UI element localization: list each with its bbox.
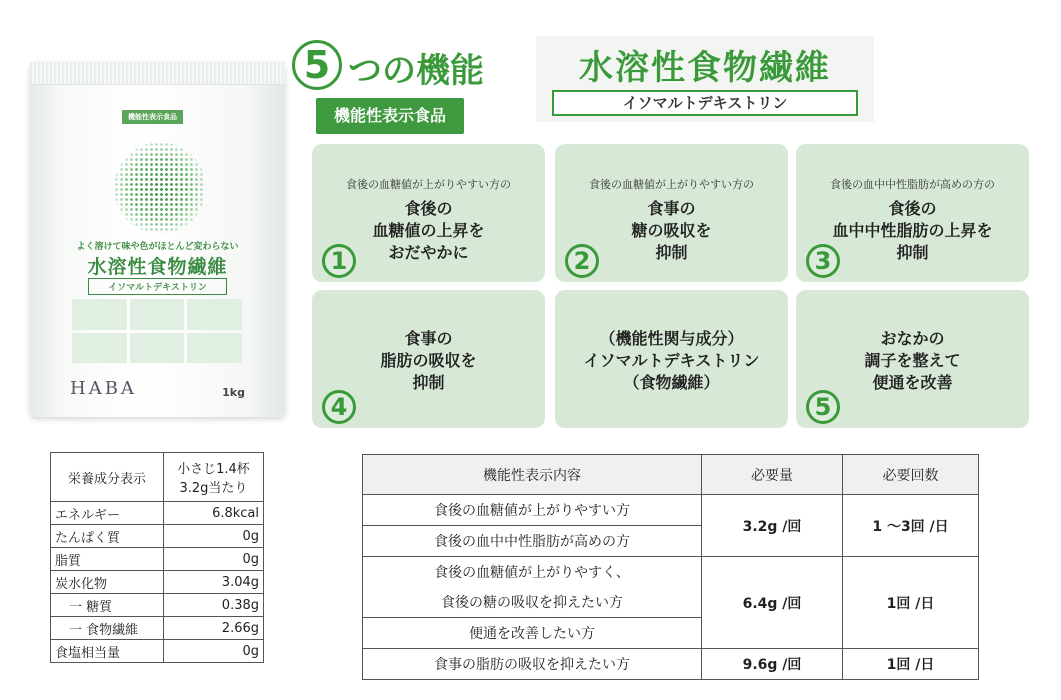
package-seal [30, 62, 285, 85]
product-title: 水溶性食物繊維 [579, 48, 831, 88]
card-target-text: 食後の血糖値が上がりやすい方の [589, 178, 754, 191]
feature-card-2 [555, 144, 788, 282]
feature-card-4 [312, 290, 545, 428]
product-ingredient-name: イソマルトデキストリン [552, 90, 858, 116]
package-title: 水溶性食物繊維 [87, 256, 228, 278]
package-subtitle: よく溶けて味や色がほとんど変わらない [76, 242, 239, 252]
table-row: 食後の糖の吸収を抑えたい方 [363, 587, 979, 618]
feature-card-5 [796, 290, 1029, 428]
table-row: エネルギー 6.8kcal [51, 502, 264, 525]
table-row: 食後の血糖値が上がりやすい方 3.2g /回 1 ～3回 /日 [363, 495, 979, 526]
package-weight: 1kg [222, 386, 245, 399]
package-dot-graphic [114, 142, 206, 234]
table-row: 食塩相当量 0g [51, 640, 264, 663]
card-number: 2 [565, 244, 599, 278]
card-number: 3 [806, 244, 840, 278]
table-row: 便通を改善したい方 [363, 618, 979, 649]
package-brand: HABA [70, 378, 137, 399]
card-target-text: 食後の血中中性脂肪が高めの方の [830, 178, 995, 191]
card-main-text: （機能性関与成分） イソマルトデキストリン （食物繊維） [583, 329, 760, 392]
card-main-text: おなかの 調子を整えて 便通を改善 [864, 329, 961, 392]
nutrition-table [50, 452, 264, 663]
package-feature-grid [72, 299, 242, 363]
nutrition-serving: 小さじ1.4杯 3.2g当たり [163, 453, 263, 502]
table-row: 炭水化物 3.04g [51, 571, 264, 594]
feature-card-3 [796, 144, 1029, 282]
card-number: 1 [322, 244, 356, 278]
table-row: 脂質 0g [51, 548, 264, 571]
five-circle-number: 5 [292, 40, 342, 90]
card-main-text: 食事の 脂肪の吸収を 抑制 [380, 329, 477, 392]
product-title-box [536, 36, 874, 122]
table-row: 一 糖質 0.38g [51, 594, 264, 617]
functional-food-badge: 機能性表示食品 [316, 98, 464, 134]
card-main-text: 食事の 糖の吸収を 抑制 [631, 199, 712, 262]
feature-card-1 [312, 144, 545, 282]
nutrition-header-label: 栄養成分表示 [51, 453, 164, 502]
feature-card-ingredient [555, 290, 788, 428]
table-header-row: 機能性表示内容 必要量 必要回数 [363, 455, 979, 495]
card-main-text: 食後の 血糖値の上昇を おだやかに [372, 199, 485, 262]
card-target-text: 食後の血糖値が上がりやすい方の [346, 178, 511, 191]
table-row: 食後の血中中性脂肪が高めの方 [363, 526, 979, 557]
package-name: イソマルトデキストリン [88, 278, 227, 295]
table-row: 一 食物繊維 2.66g [51, 617, 264, 640]
table-row: たんぱく質 0g [51, 525, 264, 548]
product-package-image [30, 62, 285, 417]
functions-heading: つの機能 [348, 51, 484, 91]
card-number: 4 [322, 390, 356, 424]
card-main-text: 食後の 血中中性脂肪の上昇を 抑制 [832, 199, 993, 262]
table-row: 食後の血糖値が上がりやすく、 6.4g /回 1回 /日 [363, 557, 979, 588]
package-label: 機能性表示食品 [122, 110, 183, 124]
function-claim-table [362, 454, 979, 680]
table-row: 食事の脂肪の吸収を抑えたい方 9.6g /回 1回 /日 [363, 649, 979, 680]
card-number: 5 [806, 390, 840, 424]
